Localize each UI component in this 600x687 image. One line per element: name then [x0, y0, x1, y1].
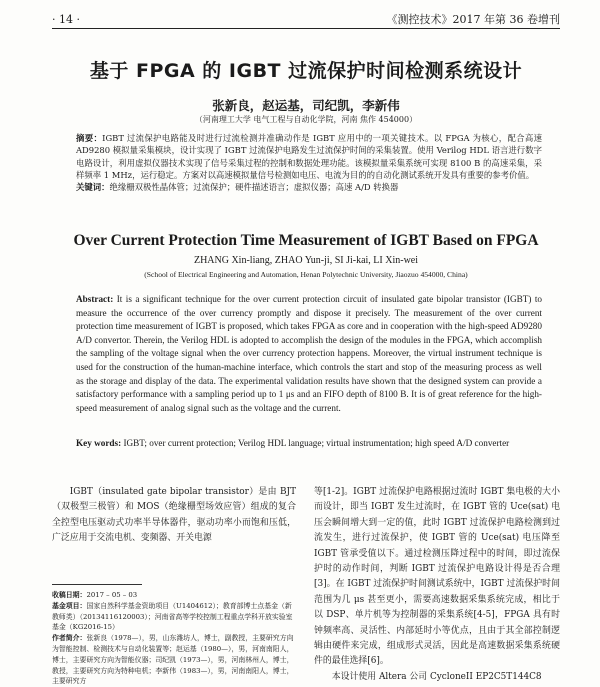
abstract-en-label: Abstract:	[76, 294, 114, 304]
footnote-rule	[52, 584, 142, 585]
paper-title-en: Over Current Protection Time Measurement of IGBT Based on FPGA	[73, 232, 539, 249]
footnote-block	[52, 590, 296, 687]
abstract-cn-label: 摘要：	[76, 133, 103, 143]
header-rule	[52, 28, 560, 29]
fund-label: 基金项目：	[52, 601, 87, 610]
running-header	[52, 11, 560, 27]
keywords-en-block	[76, 437, 542, 451]
authors-cn: 张新良，赵运基，司纪凯，李新伟	[212, 98, 400, 113]
abstract-en-text: It is a significant technique for the over current protection circuit of insulated gate bipolar transistor (IGBT) to measure the occurrence of the over currency promptly and dispose it precisely. The measurement of the over current protection time measurement of IGBT is proposed, which takes FPGA as core and in cooperation with the high-speed AD9280 A/D convertor. Therein, the Verilog HDL is adopted to accomplish the design of the modules in the FPGA, which accomplish the sampling of the voltage signal when the over currency protection happens. Moreover, the virtual instrument technique is used for the construction of the human-machine interface, which controls the start and stop of the measuring process as well as the storage and display of the data. The experimental validation results have shown that the designed system can provide a satisfactory performance with a sampling period up to 1 μs and an FIFO depth of 8100 B. It is of great reference for the high-speed measurement of analog signal such as the voltage and the current.	[76, 294, 542, 413]
abstract-en-block	[76, 293, 542, 415]
bio-text: 张新良（1978—），男，山东潍坊人，博士，副教授，主要研究方向为智能控制、检测技术与自动化装置等；赵运基（1980—），男，河南南阳人，博士，主要研究方向为智能仪器；司纪凯（1973—），男，河南林州人，博士，教授，主要研究方向为特种电机；李新伟（1983—），男，河南南阳人，博士，主要研究方	[52, 634, 294, 686]
affiliation-cn: （河南理工大学 电气工程与自动化学院，河南 焦作 454000）	[194, 115, 418, 124]
keywords-en-text: IGBT; over current protection; Verilog HDL language; virtual instrumentation; high speed A/D converter	[123, 438, 510, 448]
body-right-paragraph-2: 本设计使用 Altera 公司 CycloneII EP2C5T144C8	[331, 671, 542, 682]
affiliation-en: (School of Electrical Engineering and Automation, Henan Polytechnic University, Jiaozuo 454000, China)	[144, 270, 468, 279]
body-right-paragraph-1: 等[1-2]。IGBT 过流保护电路根据过流时 IGBT 集电极的大小而设计，即当 IGBT 发生过流时，在 IGBT 管的 Uce(sat) 电压会瞬间增大到一定的值，此时 IGBT 过流保护电路检测到过流发生，进行过流保护，使 IGBT 管的 Uce(sat) 电压降至 IGBT 管承受值以下。通过检测压降过程中的时间，即过流保护时的动作时间，判断 IGBT 过流保护电路设计得是否合理[3]。在 IGBT 过流保护时间测试系统中，IGBT 过流保护时间范围为几 μs 甚至更小，需要高速数据采集系统完成，相比于以 DSP、单片机等为控制器的采集系统[4-5]，FPGA 具有时钟频率高、灵活性、内部延时小等优点，且由于其全部控制逻辑由硬件来完成，组成形式灵活，因此是高速数据采集系统硬件的最佳选择[6]。	[314, 487, 560, 667]
keywords-cn-label: 关键词：	[76, 182, 110, 193]
body-left-column: IGBT（insulated gate bipolar transistor）是由 BJT（双极型三极管）和 MOS（绝缘栅型场效应管）组成的复合全控型电压驱动式功率半导体器件，驱动功率小而饱和压低，广泛应用于交流电机、变频器、开关电源	[52, 487, 296, 544]
body-right-column	[314, 485, 560, 685]
fund-text: 国家自然科学基金资助项目（U1404612）；教育部博士点基金（新教师类）（20134116120003）；河南省高等学校控制工程重点学科开放实验室基金（KG2016-15）	[52, 601, 293, 632]
received-label: 收稿日期：	[52, 591, 87, 599]
keywords-cn-text: 绝缘栅双极性晶体管；过流保护；硬件描述语言；虚拟仪器；高速 A/D 转换器	[109, 182, 399, 193]
bio-label: 作者简介：	[52, 634, 87, 643]
keywords-en-label: Key words:	[76, 438, 122, 448]
journal-name: 《测控技术》2017 年第 36 卷增刊	[386, 13, 560, 26]
abstract-cn-text: IGBT 过流保护电路能及时进行过流检测并准确动作是 IGBT 应用中的一项关键技术。以 FPGA 为核心，配合高速 AD9280 模拟量采集模块，设计实现了 IGBT 过流保护电路发生过流保护时间的采集装置。使用 Verilog HDL 语言进行数字电路设计，利用虚拟仪器技术实现了信号采集过程的控制和数据处理功能。该模拟量采集系统可实现 8100 B 的高速采集，采样频率 1 MHz，运行稳定。方案对以高速模拟量信号检测如电压、电流为目的的自动化测试系统开发具有重要的参考价值。	[76, 133, 543, 180]
authors-en: ZHANG Xin-liang, ZHAO Yun-ji, SI Ji-kai, LI Xin-wei	[193, 255, 419, 266]
paper-title-cn: 基于 FPGA 的 IGBT 过流保护时间检测系统设计	[89, 60, 523, 82]
abstract-cn-block	[76, 132, 542, 193]
page-number: · 14 ·	[52, 12, 80, 26]
received-date: 2017 – 05 – 03	[86, 591, 138, 599]
